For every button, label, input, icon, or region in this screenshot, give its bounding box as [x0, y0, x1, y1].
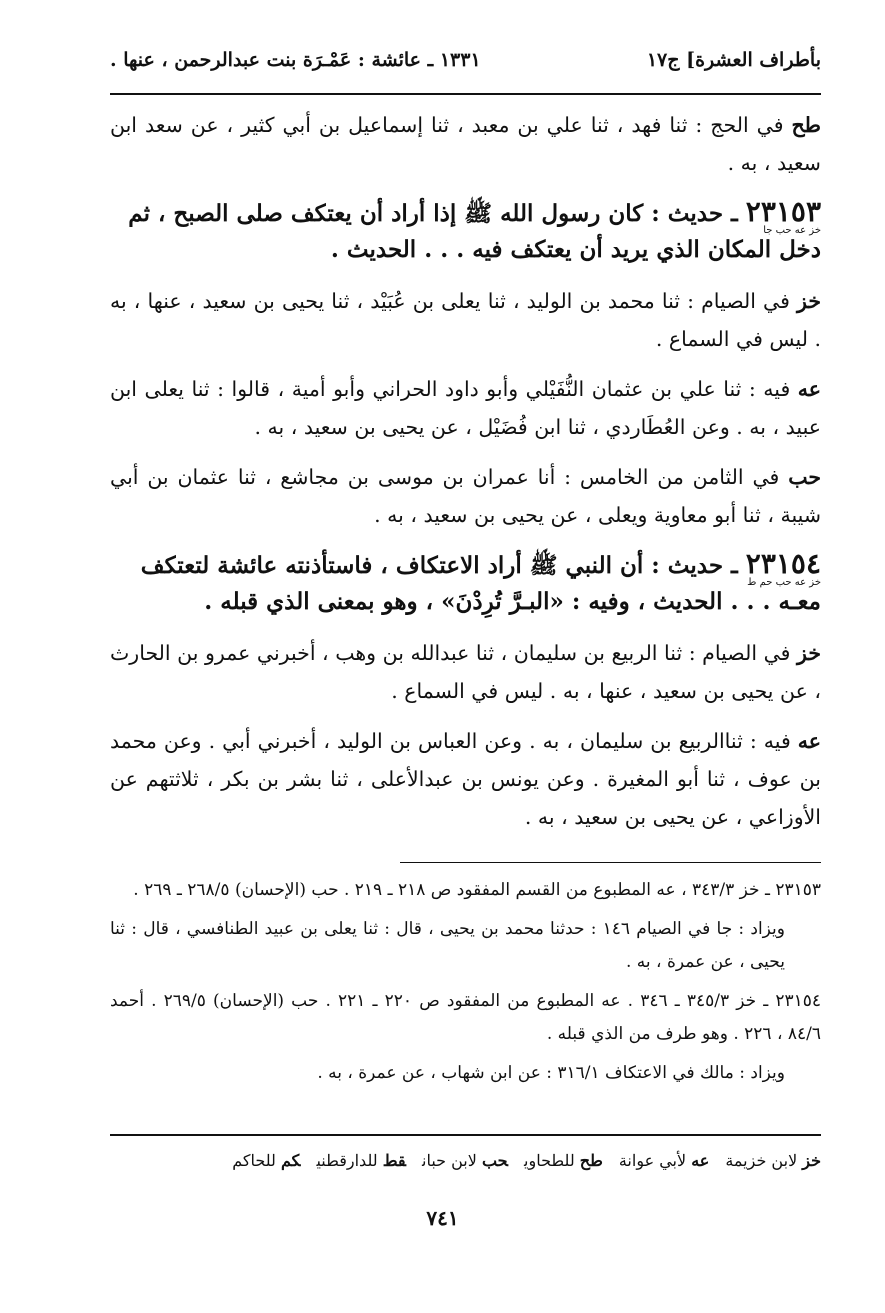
source-code: خز	[797, 289, 821, 313]
legend-item	[232, 1151, 300, 1170]
legend-item	[316, 1151, 406, 1170]
narration-paragraph	[110, 634, 821, 710]
legend-key: حب	[481, 1151, 509, 1170]
legend-item	[524, 1151, 603, 1170]
source-code: عه	[797, 377, 821, 401]
header-chapter-title: ١٣٣١ ـ عائشة : عَمْـرَة بنت عبدالرحمن ، عنها .	[110, 49, 481, 71]
legend-item	[422, 1151, 508, 1170]
source-code: حب	[788, 465, 821, 489]
hadith-text-line1: ـ حديث : كان رسول الله ﷺ إذا أراد أن يعتكف صلى الصبح ، ثم	[128, 200, 746, 227]
legend-rule	[110, 1134, 821, 1136]
running-header	[110, 40, 821, 80]
hadith-text-line2: معـه . . . الحديث ، وفيه : «البـرَّ تُرِدْنَ» ، وهو بمعنى الذي قبله .	[204, 588, 821, 615]
legend-key: طح	[579, 1151, 603, 1170]
source-codes: خز عه حب حم ط	[747, 577, 821, 588]
header-book-title: بأطراف العشرة] ج١٧	[646, 49, 821, 71]
source-code: طح	[791, 113, 821, 137]
legend-label: لابن حبان	[421, 1151, 482, 1170]
legend-label: للحاكم	[232, 1151, 281, 1170]
narration-text: في الصيام : ثنا الربيع بن سليمان ، ثنا عبدالله بن وهب ، أخبرني عمرو بن الحارث ، عن يحيى بن سعيد ، عنها ، به . ليس في السماع .	[110, 641, 821, 703]
source-code: خز	[797, 641, 821, 665]
footnote: ٢٣١٥٣ ـ خز ٣٤٣/٣ ، عه المطبوع من القسم المفقود ص ٢١٨ ـ ٢١٩ . حب (الإحسان) ٢٦٨/٥ ـ ٢٦٩ .	[133, 880, 821, 900]
narration-paragraph	[110, 370, 821, 446]
legend-label: لابن خزيمة	[725, 1151, 803, 1170]
abbreviation-legend	[110, 1146, 821, 1176]
footnote-separator	[400, 862, 821, 863]
narration-text: فيه : ثناالربيع بن سليمان ، به . وعن العباس بن الوليد ، أخبرني أبي . وعن محمد بن عوف ، ثنا أبو المغيرة . وعن يونس بن عبدالأعلى ، ثنا بشر بن بكر ، ثلاثتهم عن الأوزاعي ، عن يحيى بن سعيد ، به .	[110, 729, 821, 829]
footnotes	[110, 874, 821, 1096]
hadith-entry	[110, 546, 821, 620]
narration-paragraph	[110, 458, 821, 534]
narration-text: في الحج : ثنا فهد ، ثنا علي بن معبد ، ثنا إسماعيل بن أبي كثير ، عن سعد ابن سعيد ، به .	[110, 113, 821, 175]
narration-paragraph	[110, 106, 821, 182]
footnote: ويزاد : مالك في الاعتكاف ٣١٦/١ : عن ابن شهاب ، عن عمرة ، به .	[317, 1063, 785, 1083]
legend-item	[619, 1151, 710, 1170]
footnote: ٢٣١٥٤ ـ خز ٣٤٥/٣ ـ ٣٤٦ . عه المطبوع من المفقود ص ٢٢٠ ـ ٢٢١ . حب (الإحسان) ٢٦٩/٥ . أحمد ٨٤/٦ ، ٢٢٦ . وهو طرف من الذي قبله .	[110, 991, 821, 1044]
footnote: ويزاد : جا في الصيام ١٤٦ : حدثنا محمد بن يحيى ، قال : ثنا يعلى بن عبيد الطنافسي ، قال : ثنا يحيى ، عن عمرة ، به .	[110, 919, 785, 972]
legend-label: للطحاوي	[524, 1151, 580, 1170]
legend-label: للدارقطني	[316, 1151, 383, 1170]
narration-text: في الصيام : ثنا محمد بن الوليد ، ثنا يعلى بن عُبَيْد ، ثنا يحيى بن سعيد ، عنها ، به . ليس في السماع .	[110, 289, 821, 351]
legend-key: خز	[802, 1151, 821, 1170]
source-codes: خز عه حب جا	[763, 225, 821, 236]
narration-text: فيه : ثنا علي بن عثمان النُّفَيْلي وأبو داود الحراني وأبو أمية ، قالوا : ثنا يعلى ابن عبيد ، به . وعن العُطَاردي ، ثنا ابن فُضَيْل ، عن يحيى بن سعيد ، به .	[110, 377, 821, 439]
hadith-entry	[110, 194, 821, 268]
legend-item	[725, 1151, 821, 1170]
legend-label: لأبي عوانة	[618, 1151, 692, 1170]
header-rule	[110, 93, 821, 95]
narration-paragraph	[110, 282, 821, 358]
page-number: ٧٤١	[426, 1206, 459, 1230]
legend-key: كم	[280, 1151, 301, 1170]
narration-text: في الثامن من الخامس : أنا عمران بن موسى بن مجاشع ، ثنا عثمان بن أبي شيبة ، ثنا أبو معاوية ويعلى ، عن يحيى بن سعيد ، به .	[110, 465, 821, 527]
hadith-number: ٢٣١٥٤	[745, 547, 821, 580]
legend-key: قط	[382, 1151, 406, 1170]
source-code: عه	[797, 729, 821, 753]
hadith-text-line2: دخل المكان الذي يريد أن يعتكف فيه . . . الحديث .	[330, 236, 821, 263]
hadith-number: ٢٣١٥٣	[745, 195, 821, 228]
narration-paragraph	[110, 722, 821, 836]
hadith-text-line1: ـ حديث : أن النبي ﷺ أراد الاعتكاف ، فاستأذنته عائشة لتعتكف	[140, 552, 746, 579]
main-text	[110, 106, 821, 848]
legend-key: عه	[691, 1151, 710, 1170]
